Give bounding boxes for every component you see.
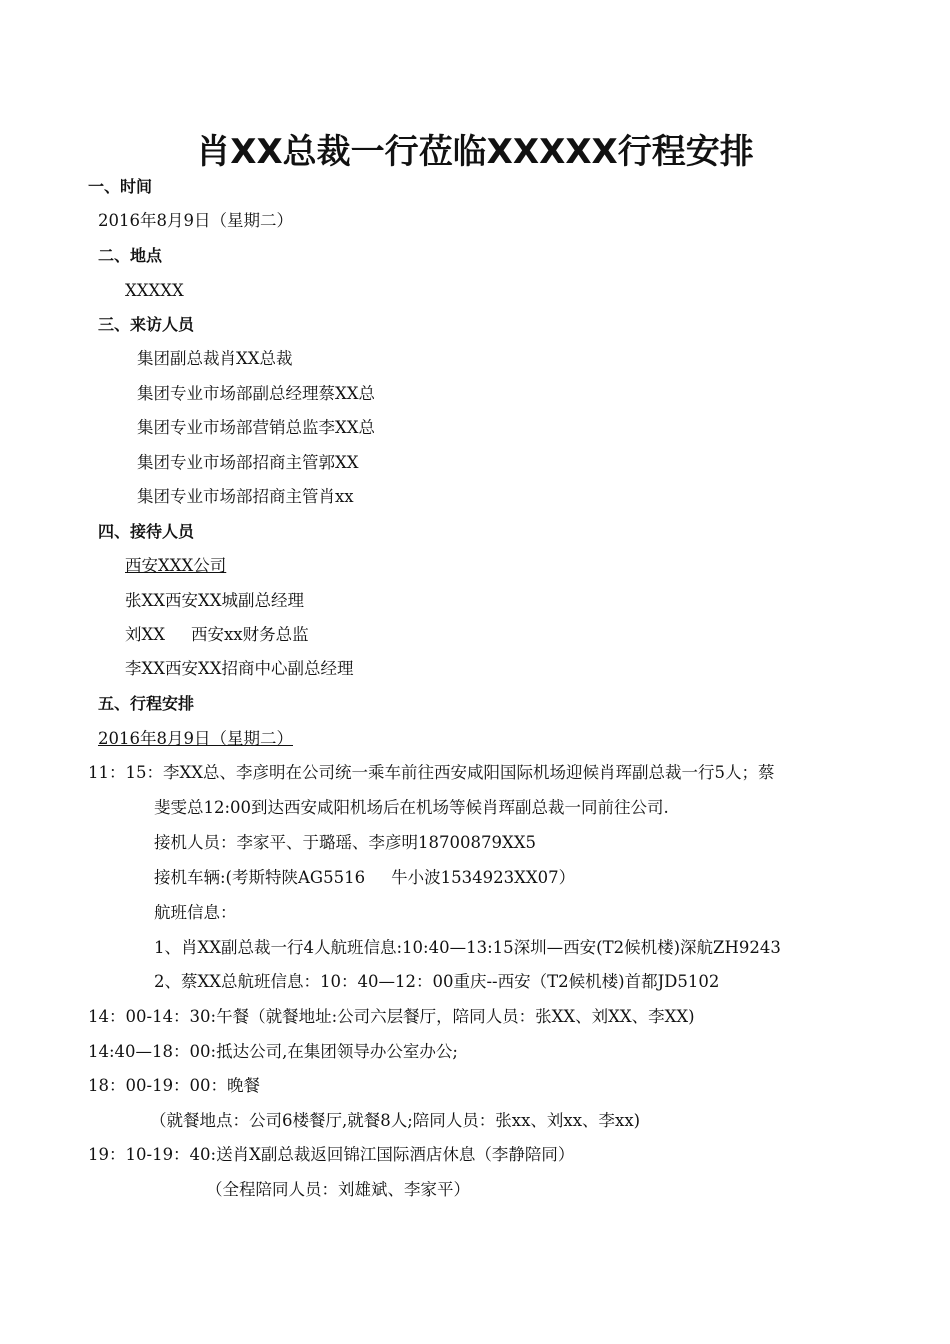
visitor-item: 集团专业市场部招商主管肖xx [137, 487, 354, 506]
visitor-item: 集团专业市场部营销总监李XX总 [137, 418, 375, 437]
pickup-driver: 牛小波1534923XX07） [391, 868, 576, 887]
page-title: 肖XX总裁一行莅临XXXXX行程安排 [196, 132, 754, 172]
host-company: 西安XXX公司 [125, 556, 227, 575]
place-value: XXXXX [125, 281, 184, 300]
schedule-line: 11：15：李XX总、李彦明在公司统一乘车前往西安咸阳国际机场迎候肖珲副总裁一行5人；蔡 [88, 763, 775, 782]
section-heading-time: 一、时间 [88, 177, 153, 196]
time-value: 2016年8月9日（星期二） [98, 211, 293, 230]
schedule-line: 19：10-19：40:送肖X副总裁返回锦江国际酒店休息（李静陪同） [88, 1145, 575, 1164]
section-heading-visitors: 三、来访人员 [98, 315, 195, 334]
schedule-line: 2、蔡XX总航班信息：10：40—12：00重庆--西安（T2候机楼)首都JD5102 [154, 972, 720, 991]
schedule-line: 航班信息： [154, 903, 237, 922]
section-heading-hosts: 四、接待人员 [98, 522, 195, 541]
host-item: 李XX西安XX招商中心副总经理 [125, 659, 354, 678]
schedule-date: 2016年8月9日（星期二） [98, 729, 293, 748]
schedule-line [154, 867, 575, 889]
visitor-item: 集团专业市场部副总经理蔡XX总 [137, 384, 375, 403]
visitor-item: 集团副总裁肖XX总裁 [137, 349, 293, 368]
schedule-line: 18：00-19：00：晚餐 [88, 1076, 261, 1095]
schedule-line: （就餐地点：公司6楼餐厅,就餐8人;陪同人员：张xx、刘xx、李xx) [150, 1111, 641, 1130]
visitor-item: 集团专业市场部招商主管郭XX [137, 453, 359, 472]
host-name: 刘XX [125, 625, 165, 644]
host-item: 张XX西安XX城副总经理 [125, 591, 304, 610]
schedule-line: 14:40—18：00:抵达公司,在集团领导办公室办公; [88, 1042, 458, 1061]
host-title: 西安xx财务总监 [191, 625, 309, 644]
schedule-line: 14：00-14：30:午餐（就餐地址:公司六层餐厅，陪同人员：张XX、刘XX、李XX) [88, 1007, 695, 1026]
schedule-line: （全程陪同人员：刘雄斌、李家平） [206, 1180, 470, 1199]
section-heading-schedule: 五、行程安排 [98, 694, 195, 713]
pickup-vehicle: 接机车辆:(考斯特陕AG5516 [154, 868, 366, 887]
host-item [125, 624, 309, 646]
schedule-line: 接机人员：李家平、于璐瑶、李彦明18700879XX5 [154, 833, 536, 852]
section-heading-place: 二、地点 [98, 246, 163, 265]
schedule-line: 斐雯总12:00到达西安咸阳机场后在机场等候肖珲副总裁一同前往公司. [154, 798, 669, 817]
schedule-line: 1、肖XX副总裁一行4人航班信息:10:40—13:15深圳—西安(T2候机楼)深航ZH9243 [154, 938, 781, 957]
